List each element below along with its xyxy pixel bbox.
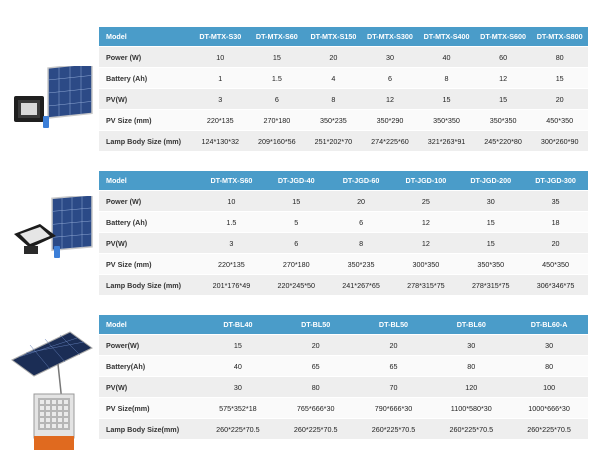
header-cell: DT-MTX-S600 (475, 27, 532, 47)
table-cell: 100 (510, 377, 588, 398)
header-cell: DT-MTX-S300 (362, 27, 419, 47)
table-row (99, 398, 588, 419)
table-cell: 245*220*80 (475, 131, 532, 152)
table-row (99, 275, 588, 296)
product-image-floodlight-small (10, 66, 96, 136)
row-label: Power(W) (99, 335, 199, 356)
table-cell: 1 (192, 68, 249, 89)
header-cell: DT-JGD-200 (458, 171, 523, 191)
table-cell: 350*350 (418, 110, 475, 131)
table-cell: 6 (329, 212, 394, 233)
table-cell: 65 (355, 356, 433, 377)
header-cell: DT-BL40 (199, 315, 277, 335)
row-label: Power (W) (99, 191, 199, 212)
table-row (99, 419, 588, 440)
table-row (99, 233, 588, 254)
row-label: Battery (Ah) (99, 68, 192, 89)
spec-table-1 (99, 27, 588, 152)
header-cell: DT-JGD-100 (393, 171, 458, 191)
table-cell: 30 (458, 191, 523, 212)
table-cell: 8 (329, 233, 394, 254)
table-cell: 80 (531, 47, 588, 68)
header-cell: DT-MTX-S150 (305, 27, 362, 47)
table-row (99, 191, 588, 212)
table-cell: 1.5 (199, 212, 264, 233)
table-cell: 321*263*91 (418, 131, 475, 152)
table-cell: 270*180 (264, 254, 329, 275)
header-cell: DT-MTX-S60 (199, 171, 264, 191)
table-cell: 6 (362, 68, 419, 89)
header-cell: DT-BL60-A (510, 315, 588, 335)
table-cell: 6 (264, 233, 329, 254)
table-cell: 124*130*32 (192, 131, 249, 152)
table-cell: 10 (192, 47, 249, 68)
table-cell: 20 (531, 89, 588, 110)
table-cell: 350*350 (475, 110, 532, 131)
table-cell: 20 (355, 335, 433, 356)
header-cell: DT-BL50 (277, 315, 355, 335)
table-cell: 220*135 (192, 110, 249, 131)
table-row (99, 131, 588, 152)
header-cell: DT-BL60 (432, 315, 510, 335)
table-cell: 350*235 (305, 110, 362, 131)
table-cell: 270*180 (249, 110, 306, 131)
row-label: Lamp Body Size(mm) (99, 419, 199, 440)
table-cell: 220*135 (199, 254, 264, 275)
table-row (99, 335, 588, 356)
table-row (99, 356, 588, 377)
table-cell: 575*352*18 (199, 398, 277, 419)
table-cell: 765*666*30 (277, 398, 355, 419)
row-label: Power (W) (99, 47, 192, 68)
row-label: Battery(Ah) (99, 356, 199, 377)
table-cell: 220*245*50 (264, 275, 329, 296)
header-cell: DT-MTX-S400 (418, 27, 475, 47)
table-cell: 25 (393, 191, 458, 212)
header-cell: DT-JGD-60 (329, 171, 394, 191)
table-cell: 4 (305, 68, 362, 89)
header-cell: DT-MTX-S30 (192, 27, 249, 47)
table-cell: 350*235 (329, 254, 394, 275)
table-cell: 306*346*75 (523, 275, 588, 296)
table-cell: 80 (432, 356, 510, 377)
table-header-row (99, 27, 588, 47)
header-cell: DT-MTX-S60 (249, 27, 306, 47)
table-cell: 3 (192, 89, 249, 110)
product-image-street-light (10, 330, 94, 460)
table-cell: 15 (458, 233, 523, 254)
table-cell: 30 (432, 335, 510, 356)
table-cell: 12 (393, 233, 458, 254)
header-cell: DT-JGD-40 (264, 171, 329, 191)
table-row (99, 89, 588, 110)
table-cell: 8 (418, 68, 475, 89)
spec-table-3 (99, 315, 588, 440)
table-cell: 12 (362, 89, 419, 110)
table-cell: 1.5 (249, 68, 306, 89)
table-cell: 5 (264, 212, 329, 233)
table-cell: 251*202*70 (305, 131, 362, 152)
row-label: Battery (Ah) (99, 212, 199, 233)
table-cell: 70 (355, 377, 433, 398)
table-cell: 6 (249, 89, 306, 110)
table-cell: 260*225*70.5 (510, 419, 588, 440)
header-cell: DT-MTX-S800 (531, 27, 588, 47)
row-label: PV(W) (99, 233, 199, 254)
table-cell: 209*160*56 (249, 131, 306, 152)
table-cell: 260*225*70.5 (355, 419, 433, 440)
table-cell: 20 (277, 335, 355, 356)
table-row (99, 212, 588, 233)
table-cell: 80 (510, 356, 588, 377)
table-cell: 20 (305, 47, 362, 68)
table-cell: 300*350 (393, 254, 458, 275)
header-cell: DT-BL50 (355, 315, 433, 335)
table-cell: 1000*666*30 (510, 398, 588, 419)
row-label: PV Size (mm) (99, 254, 199, 275)
table-row (99, 377, 588, 398)
table-row (99, 254, 588, 275)
header-cell: Model (99, 27, 192, 47)
table-cell: 120 (432, 377, 510, 398)
table-cell: 15 (249, 47, 306, 68)
table-row (99, 47, 588, 68)
table-cell: 35 (523, 191, 588, 212)
table-cell: 278*315*75 (458, 275, 523, 296)
header-cell: Model (99, 171, 199, 191)
table-cell: 40 (418, 47, 475, 68)
table-cell: 15 (475, 89, 532, 110)
table-cell: 260*225*70.5 (277, 419, 355, 440)
row-label: PV Size(mm) (99, 398, 199, 419)
table-cell: 8 (305, 89, 362, 110)
table-cell: 10 (199, 191, 264, 212)
header-cell: DT-JGD-300 (523, 171, 588, 191)
row-label: Lamp Body Size (mm) (99, 275, 199, 296)
table-cell: 20 (329, 191, 394, 212)
table-cell: 40 (199, 356, 277, 377)
table-cell: 3 (199, 233, 264, 254)
table-cell: 60 (475, 47, 532, 68)
table-cell: 15 (199, 335, 277, 356)
table-cell: 790*666*30 (355, 398, 433, 419)
table-header-row (99, 315, 588, 335)
table-cell: 15 (458, 212, 523, 233)
table-cell: 30 (362, 47, 419, 68)
table-cell: 350*350 (458, 254, 523, 275)
table-cell: 241*267*65 (329, 275, 394, 296)
table-cell: 80 (277, 377, 355, 398)
table-cell: 201*176*49 (199, 275, 264, 296)
spec-table-2 (99, 171, 588, 296)
table-cell: 15 (418, 89, 475, 110)
table-cell: 18 (523, 212, 588, 233)
table-cell: 15 (531, 68, 588, 89)
product-image-floodlight-large (10, 196, 98, 266)
row-label: PV(W) (99, 377, 199, 398)
table-cell: 274*225*60 (362, 131, 419, 152)
table-cell: 15 (264, 191, 329, 212)
row-label: Lamp Body Size (mm) (99, 131, 192, 152)
table-cell: 260*225*70.5 (199, 419, 277, 440)
table-cell: 20 (523, 233, 588, 254)
table-cell: 12 (393, 212, 458, 233)
table-header-row (99, 171, 588, 191)
table-row (99, 110, 588, 131)
table-cell: 65 (277, 356, 355, 377)
table-cell: 30 (510, 335, 588, 356)
table-row (99, 68, 588, 89)
table-cell: 30 (199, 377, 277, 398)
row-label: PV(W) (99, 89, 192, 110)
table-cell: 1100*580*30 (432, 398, 510, 419)
table-cell: 12 (475, 68, 532, 89)
table-cell: 450*350 (523, 254, 588, 275)
row-label: PV Size (mm) (99, 110, 192, 131)
table-cell: 260*225*70.5 (432, 419, 510, 440)
header-cell: Model (99, 315, 199, 335)
table-cell: 350*290 (362, 110, 419, 131)
table-cell: 278*315*75 (393, 275, 458, 296)
table-cell: 450*350 (531, 110, 588, 131)
table-cell: 300*260*90 (531, 131, 588, 152)
